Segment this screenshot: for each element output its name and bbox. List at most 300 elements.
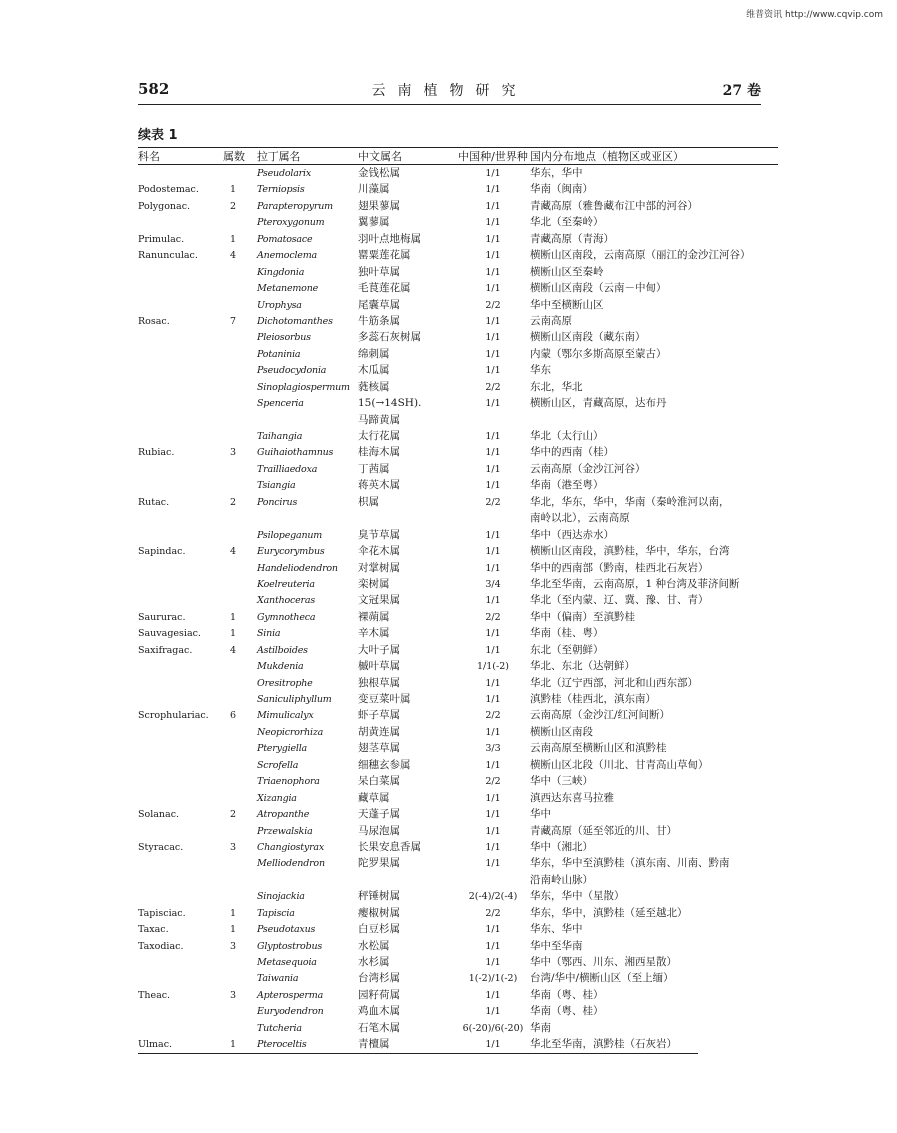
chinese-genus-cell: 牛筋条属 bbox=[358, 314, 400, 327]
latin-genus-cell: Taihangia bbox=[257, 431, 303, 442]
chinese-genus-cell: 鸡血木属 bbox=[358, 1005, 400, 1018]
table-row bbox=[138, 888, 778, 904]
table-row bbox=[138, 1003, 778, 1019]
distribution-cell: 华南（闽南） bbox=[530, 183, 593, 196]
genus-count-cell: 4 bbox=[229, 250, 237, 262]
latin-genus-cell: Astilboides bbox=[257, 644, 308, 656]
chinese-genus-cell: 虾子草属 bbox=[358, 709, 400, 722]
genus-count-cell: 3 bbox=[229, 989, 237, 1001]
chinese-genus-cell: 羽叶点地梅属 bbox=[358, 232, 421, 245]
table-row bbox=[138, 987, 778, 1003]
distribution-cell: 华南（港至粤） bbox=[530, 479, 604, 492]
volume-label: 27 卷 bbox=[722, 83, 761, 99]
chinese-genus-cell: 秤锤树属 bbox=[358, 890, 400, 903]
chinese-genus-cell: 长果安息香属 bbox=[358, 840, 421, 853]
chinese-genus-cell: 罂粟莲花属 bbox=[358, 249, 411, 262]
species-ratio-cell: 1/1 bbox=[485, 546, 501, 558]
genus-count-cell: 1 bbox=[229, 907, 237, 919]
chinese-genus-cell: 翼蓼属 bbox=[358, 216, 390, 229]
table-row bbox=[138, 658, 778, 674]
genus-count-cell: 2 bbox=[229, 496, 237, 508]
species-ratio-cell: 1/1 bbox=[485, 562, 501, 574]
distribution-cell: 东北（至朝鲜） bbox=[530, 643, 604, 656]
chinese-genus-cell: 水杉属 bbox=[358, 956, 390, 968]
chinese-genus-cell: 变豆菜叶属 bbox=[358, 693, 411, 705]
species-ratio-cell: 2/2 bbox=[485, 381, 501, 393]
table-row bbox=[138, 428, 778, 444]
genera-table bbox=[138, 147, 778, 1054]
table-row bbox=[138, 510, 778, 526]
family-cell: Taxac. bbox=[138, 924, 169, 936]
chinese-genus-cell: 水松属 bbox=[358, 939, 390, 952]
col-header-latin: 拉丁属名 bbox=[257, 150, 301, 163]
species-ratio-cell: 1/1 bbox=[485, 480, 501, 492]
table-row bbox=[138, 560, 778, 576]
table-row bbox=[138, 313, 778, 329]
genus-count-cell: 3 bbox=[229, 841, 237, 853]
chinese-genus-cell: 石笔木属 bbox=[358, 1021, 400, 1034]
distribution-cell: 云南高原 bbox=[530, 314, 572, 327]
table-row bbox=[138, 970, 778, 986]
distribution-cell: 东北，华北 bbox=[530, 380, 583, 393]
chinese-genus-cell: 辛木属 bbox=[358, 627, 390, 640]
species-ratio-cell: 1/1 bbox=[485, 332, 501, 344]
genus-count-cell: 2 bbox=[229, 809, 237, 821]
species-ratio-cell: 3/4 bbox=[485, 578, 501, 590]
genus-count-cell: 1 bbox=[229, 233, 237, 245]
genus-count-cell: 3 bbox=[229, 447, 237, 459]
chinese-genus-cell: 蒋英木属 bbox=[358, 479, 400, 492]
species-ratio-cell: 2/2 bbox=[485, 611, 501, 623]
table-row bbox=[138, 1020, 778, 1036]
distribution-cell: 青藏高原（延至邻近的川、甘） bbox=[530, 824, 677, 837]
species-ratio-cell: 1/1 bbox=[485, 365, 501, 377]
table-row bbox=[138, 181, 778, 197]
distribution-cell: 青藏高原（青海） bbox=[530, 232, 614, 245]
distribution-cell: 华南（粤、桂） bbox=[530, 1005, 604, 1018]
table-row bbox=[138, 165, 778, 181]
genus-count-cell: 6 bbox=[229, 710, 237, 722]
genus-count-cell: 1 bbox=[229, 628, 237, 640]
latin-genus-cell: Dichotomanthes bbox=[257, 315, 333, 327]
distribution-cell: 华东、华中 bbox=[530, 923, 583, 936]
table-row bbox=[138, 609, 778, 625]
latin-genus-cell: Scrofella bbox=[257, 759, 299, 771]
chinese-genus-cell: 桂海木属 bbox=[358, 446, 400, 459]
species-ratio-cell: 1/1 bbox=[485, 924, 501, 936]
species-ratio-cell: 1/1 bbox=[485, 809, 501, 821]
table-row bbox=[138, 691, 778, 707]
distribution-cell: 横断山区南段（云南－中甸） bbox=[530, 282, 667, 295]
distribution-cell: 华北、东北（达朝鲜） bbox=[530, 660, 635, 673]
latin-genus-cell: Kingdonia bbox=[257, 266, 305, 278]
latin-genus-cell: Apterosperma bbox=[257, 989, 324, 1001]
latin-genus-cell: Glyptostrobus bbox=[257, 940, 323, 952]
chinese-genus-cell: 园籽荷属 bbox=[358, 988, 400, 1001]
latin-genus-cell: Metasequoia bbox=[257, 957, 317, 968]
table-row bbox=[138, 346, 778, 362]
latin-genus-cell: Sinia bbox=[257, 628, 281, 640]
chinese-genus-cell: 臭节草属 bbox=[358, 528, 400, 541]
col-header-family: 科名 bbox=[138, 150, 160, 163]
species-ratio-cell: 1/1 bbox=[485, 759, 501, 771]
chinese-genus-cell: 太行花属 bbox=[358, 430, 400, 442]
table-row bbox=[138, 707, 778, 723]
latin-genus-cell: Pomatosace bbox=[257, 233, 313, 245]
table-row bbox=[138, 527, 778, 543]
distribution-cell: 华东 bbox=[530, 364, 551, 377]
chinese-genus-cell: 瘿椒树属 bbox=[358, 906, 400, 919]
distribution-cell: 横断山区北段（川北、甘青高山草甸） bbox=[530, 758, 709, 771]
species-ratio-cell: 1/1 bbox=[485, 841, 501, 853]
family-cell: Scrophulariac. bbox=[138, 710, 209, 722]
table-row bbox=[138, 740, 778, 756]
table-row bbox=[138, 280, 778, 296]
species-ratio-cell: 1/1 bbox=[485, 595, 501, 607]
table-row bbox=[138, 494, 778, 510]
family-cell: Sauvagesiac. bbox=[138, 628, 201, 640]
latin-genus-cell: Saniculiphyllum bbox=[257, 694, 332, 705]
distribution-cell: 横断山区南段（藏东南） bbox=[530, 331, 646, 344]
species-ratio-cell: 1/1 bbox=[485, 1006, 501, 1018]
chinese-genus-cell: 文冠果属 bbox=[358, 594, 400, 607]
species-ratio-cell: 1/1 bbox=[485, 315, 501, 327]
distribution-cell: 华北（辽宁西部，河北和山西东部） bbox=[530, 676, 698, 689]
latin-genus-cell: Anemoclema bbox=[257, 250, 317, 262]
table-row bbox=[138, 329, 778, 345]
distribution-cell: 沿南岭山脉） bbox=[530, 873, 593, 886]
latin-genus-cell: Handeliodendron bbox=[257, 562, 338, 574]
table-row bbox=[138, 198, 778, 214]
latin-genus-cell: Koelreuteria bbox=[257, 578, 315, 590]
genus-count-cell: 1 bbox=[229, 924, 237, 936]
species-ratio-cell: 1/1 bbox=[485, 217, 501, 229]
species-ratio-cell: 2/2 bbox=[485, 710, 501, 722]
distribution-cell: 华南（桂、粤） bbox=[530, 627, 604, 640]
col-header-ratio: 中国种/世界种 bbox=[458, 150, 528, 163]
chinese-genus-cell: 绵刺属 bbox=[358, 347, 390, 360]
species-ratio-cell: 1/1 bbox=[485, 989, 501, 1001]
species-ratio-cell: 1/1 bbox=[485, 644, 501, 656]
table-row bbox=[138, 790, 778, 806]
distribution-cell: 横断山区南段 bbox=[530, 725, 593, 738]
chinese-genus-cell: 翅果蓼属 bbox=[358, 199, 400, 212]
distribution-cell: 滇黔桂（桂西北，滇东南） bbox=[530, 693, 656, 705]
chinese-genus-cell: 藏草属 bbox=[358, 791, 390, 804]
latin-genus-cell: Urophysa bbox=[257, 299, 302, 311]
col-header-distribution: 国内分布地点（植物区或亚区） bbox=[530, 150, 684, 163]
genus-count-cell: 1 bbox=[229, 1039, 237, 1051]
family-cell: Tapisciac. bbox=[138, 907, 186, 919]
watermark: 维普资讯 http://www.cqvip.com bbox=[746, 10, 883, 20]
latin-genus-cell: Gymnotheca bbox=[257, 611, 316, 623]
table-row bbox=[138, 444, 778, 460]
latin-genus-cell: Xanthoceras bbox=[257, 595, 316, 607]
species-ratio-cell: 1/1 bbox=[485, 200, 501, 212]
species-ratio-cell: 1/1 bbox=[485, 463, 501, 475]
species-ratio-cell: 1(-2)/1(-2) bbox=[468, 973, 518, 985]
distribution-cell: 台湾/华中/横断山区（至上缅） bbox=[530, 972, 674, 985]
distribution-cell: 华北（至秦岭） bbox=[530, 216, 604, 229]
table-caption: 续表 1 bbox=[138, 128, 178, 143]
table-row bbox=[138, 823, 778, 839]
family-cell: Primulac. bbox=[138, 233, 185, 245]
family-cell: Solanac. bbox=[138, 809, 180, 821]
distribution-cell: 华南 bbox=[530, 1021, 551, 1034]
species-ratio-cell: 1/1 bbox=[485, 792, 501, 804]
table-row bbox=[138, 395, 778, 411]
species-ratio-cell: 1/1 bbox=[485, 431, 501, 442]
species-ratio-cell: 2/2 bbox=[485, 299, 501, 311]
table-row bbox=[138, 625, 778, 641]
distribution-cell: 横断山区至秦岭 bbox=[530, 265, 604, 278]
family-cell: Rutac. bbox=[138, 496, 170, 508]
table-row bbox=[138, 773, 778, 789]
family-cell: Saxifragac. bbox=[138, 644, 193, 656]
distribution-cell: 华北至华南，云南高原，1 种台湾及菲济间断 bbox=[530, 577, 740, 590]
species-ratio-cell: 1/1 bbox=[485, 694, 501, 705]
table-row bbox=[138, 247, 778, 263]
family-cell: Styracac. bbox=[138, 841, 184, 853]
chinese-genus-cell: 独叶草属 bbox=[358, 265, 400, 278]
species-ratio-cell: 1/1 bbox=[485, 858, 501, 870]
species-ratio-cell: 1/1(-2) bbox=[477, 661, 509, 673]
header-rule bbox=[138, 104, 761, 105]
table-row bbox=[138, 379, 778, 395]
table-row bbox=[138, 757, 778, 773]
species-ratio-cell: 1/1 bbox=[485, 940, 501, 952]
latin-genus-cell: Pleiosorbus bbox=[257, 332, 311, 344]
family-cell: Ranunculac. bbox=[138, 250, 198, 262]
chinese-genus-cell: 独根草属 bbox=[358, 676, 400, 689]
table-row bbox=[138, 872, 778, 888]
latin-genus-cell: Przewalskia bbox=[257, 825, 313, 837]
latin-genus-cell: Terniopsis bbox=[257, 184, 305, 196]
species-ratio-cell: 6(-20)/6(-20) bbox=[462, 1022, 524, 1034]
table-row bbox=[138, 477, 778, 493]
chinese-genus-cell: 金钱松属 bbox=[358, 167, 400, 179]
page-number: 582 bbox=[138, 80, 170, 98]
latin-genus-cell: Tutcheria bbox=[257, 1022, 302, 1034]
species-ratio-cell: 2/2 bbox=[485, 776, 501, 788]
latin-genus-cell: Metanemone bbox=[257, 283, 319, 295]
family-cell: Podostemac. bbox=[138, 184, 199, 196]
species-ratio-cell: 1/1 bbox=[485, 266, 501, 278]
latin-genus-cell: Pteroceltis bbox=[257, 1039, 307, 1051]
chinese-genus-cell: 翅茎草属 bbox=[358, 742, 400, 755]
genus-count-cell: 4 bbox=[229, 644, 237, 656]
latin-genus-cell: Guihaiothamnus bbox=[257, 447, 334, 459]
genus-count-cell: 2 bbox=[229, 200, 237, 212]
table-row bbox=[138, 264, 778, 280]
col-header-count: 属数 bbox=[223, 150, 245, 163]
table-row bbox=[138, 642, 778, 658]
table-row bbox=[138, 806, 778, 822]
latin-genus-cell: Spenceria bbox=[257, 398, 304, 410]
chinese-genus-cell: 伞花木属 bbox=[358, 545, 400, 558]
distribution-cell: 滇西达东喜马拉雅 bbox=[530, 791, 614, 804]
species-ratio-cell: 1/1 bbox=[485, 398, 501, 410]
distribution-cell: 华中（鄂西、川东、湘西星散） bbox=[530, 956, 677, 968]
chinese-genus-cell: 槭叶草属 bbox=[358, 660, 400, 673]
family-cell: Polygonac. bbox=[138, 200, 191, 212]
latin-genus-cell: Neopicrorhiza bbox=[257, 726, 324, 738]
distribution-cell: 华中（三峡） bbox=[530, 775, 593, 788]
species-ratio-cell: 1/1 bbox=[485, 168, 501, 179]
distribution-cell: 华中的西南（桂） bbox=[530, 446, 614, 459]
chinese-genus-cell: 天蓬子属 bbox=[358, 808, 400, 821]
latin-genus-cell: Pterygiella bbox=[257, 743, 308, 755]
latin-genus-cell: Tsiangia bbox=[257, 480, 296, 492]
species-ratio-cell: 1/1 bbox=[485, 348, 501, 360]
family-cell: Taxodiac. bbox=[138, 940, 184, 952]
distribution-cell: 华东，华中，滇黔桂（延至越北） bbox=[530, 906, 688, 919]
species-ratio-cell: 1/1 bbox=[485, 184, 501, 196]
chinese-genus-cell: 毛茛莲花属 bbox=[358, 282, 411, 295]
chinese-genus-cell: 大叶子属 bbox=[358, 643, 400, 656]
distribution-cell: 内蒙（鄂尔多斯高原至蒙古） bbox=[530, 347, 667, 360]
distribution-cell: 华中（西达赤水） bbox=[530, 528, 614, 541]
chinese-genus-cell: 马尿泡属 bbox=[358, 824, 400, 837]
distribution-cell: 华北，华东，华中，华南（秦岭淮河以南， bbox=[530, 495, 730, 508]
latin-genus-cell: Taiwania bbox=[257, 973, 299, 985]
distribution-cell: 华中的西南部（黔南，桂西北石灰岩） bbox=[530, 561, 709, 574]
species-ratio-cell: 1/1 bbox=[485, 233, 501, 245]
table-row bbox=[138, 461, 778, 477]
chinese-genus-cell: 陀罗果属 bbox=[358, 857, 400, 870]
latin-genus-cell: Parapteropyrum bbox=[257, 200, 333, 212]
chinese-genus-cell: 栾树属 bbox=[358, 577, 390, 590]
chinese-genus-cell: 多蕊石灰树属 bbox=[358, 331, 421, 344]
chinese-genus-cell: 对掌树属 bbox=[358, 561, 400, 574]
distribution-cell: 华南（粤、桂） bbox=[530, 988, 604, 1001]
chinese-genus-cell: 马蹄黄属 bbox=[358, 413, 400, 426]
species-ratio-cell: 2(-4)/2(-4) bbox=[468, 891, 518, 903]
distribution-cell: 华北（太行山） bbox=[530, 430, 604, 442]
table-row bbox=[138, 905, 778, 921]
chinese-genus-cell: 白豆杉属 bbox=[358, 923, 400, 936]
latin-genus-cell: Trailliaedoxa bbox=[257, 463, 318, 475]
distribution-cell: 华北至华南，滇黔桂（石灰岩） bbox=[530, 1038, 677, 1051]
distribution-cell: 横断山区，青藏高原，达布丹 bbox=[530, 397, 667, 410]
latin-genus-cell: Pseudotaxus bbox=[257, 924, 316, 936]
species-ratio-cell: 1/1 bbox=[485, 957, 501, 968]
latin-genus-cell: Triaenophora bbox=[257, 776, 320, 788]
table-bottom-rule bbox=[138, 1053, 698, 1054]
species-ratio-cell: 1/1 bbox=[485, 529, 501, 541]
journal-title: 云南植物研究 bbox=[371, 83, 528, 99]
chinese-genus-cell: 裸蒴属 bbox=[358, 610, 390, 623]
distribution-cell: 华中至横断山区 bbox=[530, 298, 604, 311]
table-row bbox=[138, 543, 778, 559]
latin-genus-cell: Melliodendron bbox=[257, 858, 325, 870]
latin-genus-cell: Pteroxygonum bbox=[257, 217, 325, 229]
species-ratio-cell: 1/1 bbox=[485, 283, 501, 295]
chinese-genus-cell: 木瓜属 bbox=[358, 364, 390, 377]
table-row bbox=[138, 231, 778, 247]
chinese-genus-cell: 丁茜属 bbox=[358, 462, 390, 475]
table-row bbox=[138, 921, 778, 937]
latin-genus-cell: Pseudolarix bbox=[257, 168, 311, 179]
species-ratio-cell: 2/2 bbox=[485, 907, 501, 919]
page-header bbox=[138, 80, 761, 102]
species-ratio-cell: 1/1 bbox=[485, 447, 501, 459]
chinese-genus-cell: 蕤核属 bbox=[358, 380, 390, 393]
distribution-cell: 横断山区南段，滇黔桂，华中，华东，台湾 bbox=[530, 545, 730, 558]
distribution-cell: 华中 bbox=[530, 808, 551, 821]
distribution-cell: 青藏高原（雅鲁藏布江中部的河谷） bbox=[530, 199, 698, 212]
latin-genus-cell: Oresitrophe bbox=[257, 677, 313, 689]
table-row bbox=[138, 839, 778, 855]
latin-genus-cell: Eurycorymbus bbox=[257, 546, 325, 558]
latin-genus-cell: Mukdenia bbox=[257, 661, 304, 673]
distribution-cell: 南岭以北），云南高原 bbox=[530, 512, 630, 525]
chinese-genus-cell: 呆白菜属 bbox=[358, 775, 400, 788]
table-row bbox=[138, 1036, 778, 1052]
family-cell: Sapindac. bbox=[138, 546, 186, 558]
table-header bbox=[138, 147, 778, 165]
chinese-genus-cell: 青檀属 bbox=[358, 1038, 390, 1051]
distribution-cell: 华东，华中 bbox=[530, 167, 583, 179]
chinese-genus-cell: 15(→14SH). bbox=[358, 397, 422, 410]
genus-count-cell: 3 bbox=[229, 940, 237, 952]
species-ratio-cell: 1/1 bbox=[485, 628, 501, 640]
distribution-cell: 华中（偏南）至滇黔桂 bbox=[530, 610, 635, 623]
latin-genus-cell: Potaninia bbox=[257, 348, 301, 360]
genus-count-cell: 4 bbox=[229, 546, 237, 558]
latin-genus-cell: Atropanthe bbox=[257, 809, 310, 821]
species-ratio-cell: 1/1 bbox=[485, 825, 501, 837]
latin-genus-cell: Sinoplagiospermum bbox=[257, 381, 350, 393]
chinese-genus-cell: 尾囊草属 bbox=[358, 298, 400, 311]
species-ratio-cell: 2/2 bbox=[485, 496, 501, 508]
table-body bbox=[138, 165, 778, 1053]
genus-count-cell: 1 bbox=[229, 611, 237, 623]
family-cell: Theac. bbox=[138, 989, 171, 1001]
distribution-cell: 横断山区南段，云南高原（丽江的金沙江河谷） bbox=[530, 249, 751, 262]
distribution-cell: 云南高原至横断山区和滇黔桂 bbox=[530, 742, 667, 755]
latin-genus-cell: Sinojackia bbox=[257, 891, 305, 903]
col-header-chinese: 中文属名 bbox=[358, 150, 402, 163]
latin-genus-cell: Changiostyrax bbox=[257, 841, 325, 853]
chinese-genus-cell: 台湾杉属 bbox=[358, 972, 400, 985]
family-cell: Ulmac. bbox=[138, 1039, 173, 1051]
table-row bbox=[138, 954, 778, 970]
genus-count-cell: 7 bbox=[229, 315, 237, 327]
table-row bbox=[138, 214, 778, 230]
latin-genus-cell: Tapiscia bbox=[257, 907, 295, 919]
latin-genus-cell: Xizangia bbox=[257, 792, 297, 804]
table-row bbox=[138, 412, 778, 428]
latin-genus-cell: Euryodendron bbox=[257, 1006, 324, 1018]
latin-genus-cell: Psilopeganum bbox=[257, 529, 323, 541]
chinese-genus-cell: 胡黄连属 bbox=[358, 725, 400, 738]
latin-genus-cell: Poncirus bbox=[257, 496, 298, 508]
species-ratio-cell: 1/1 bbox=[485, 726, 501, 738]
species-ratio-cell: 1/1 bbox=[485, 250, 501, 262]
table-row bbox=[138, 724, 778, 740]
table-row bbox=[138, 938, 778, 954]
family-cell: Rubiac. bbox=[138, 447, 175, 459]
species-ratio-cell: 3/3 bbox=[485, 743, 501, 755]
distribution-cell: 华中至华南 bbox=[530, 939, 583, 952]
distribution-cell: 云南高原（金沙江/红河间断） bbox=[530, 709, 671, 722]
species-ratio-cell: 1/1 bbox=[485, 1039, 501, 1051]
table-row bbox=[138, 675, 778, 691]
table-row bbox=[138, 362, 778, 378]
distribution-cell: 华东，华中至滇黔桂（滇东南、川南、黔南 bbox=[530, 857, 730, 870]
chinese-genus-cell: 川藻属 bbox=[358, 183, 390, 196]
